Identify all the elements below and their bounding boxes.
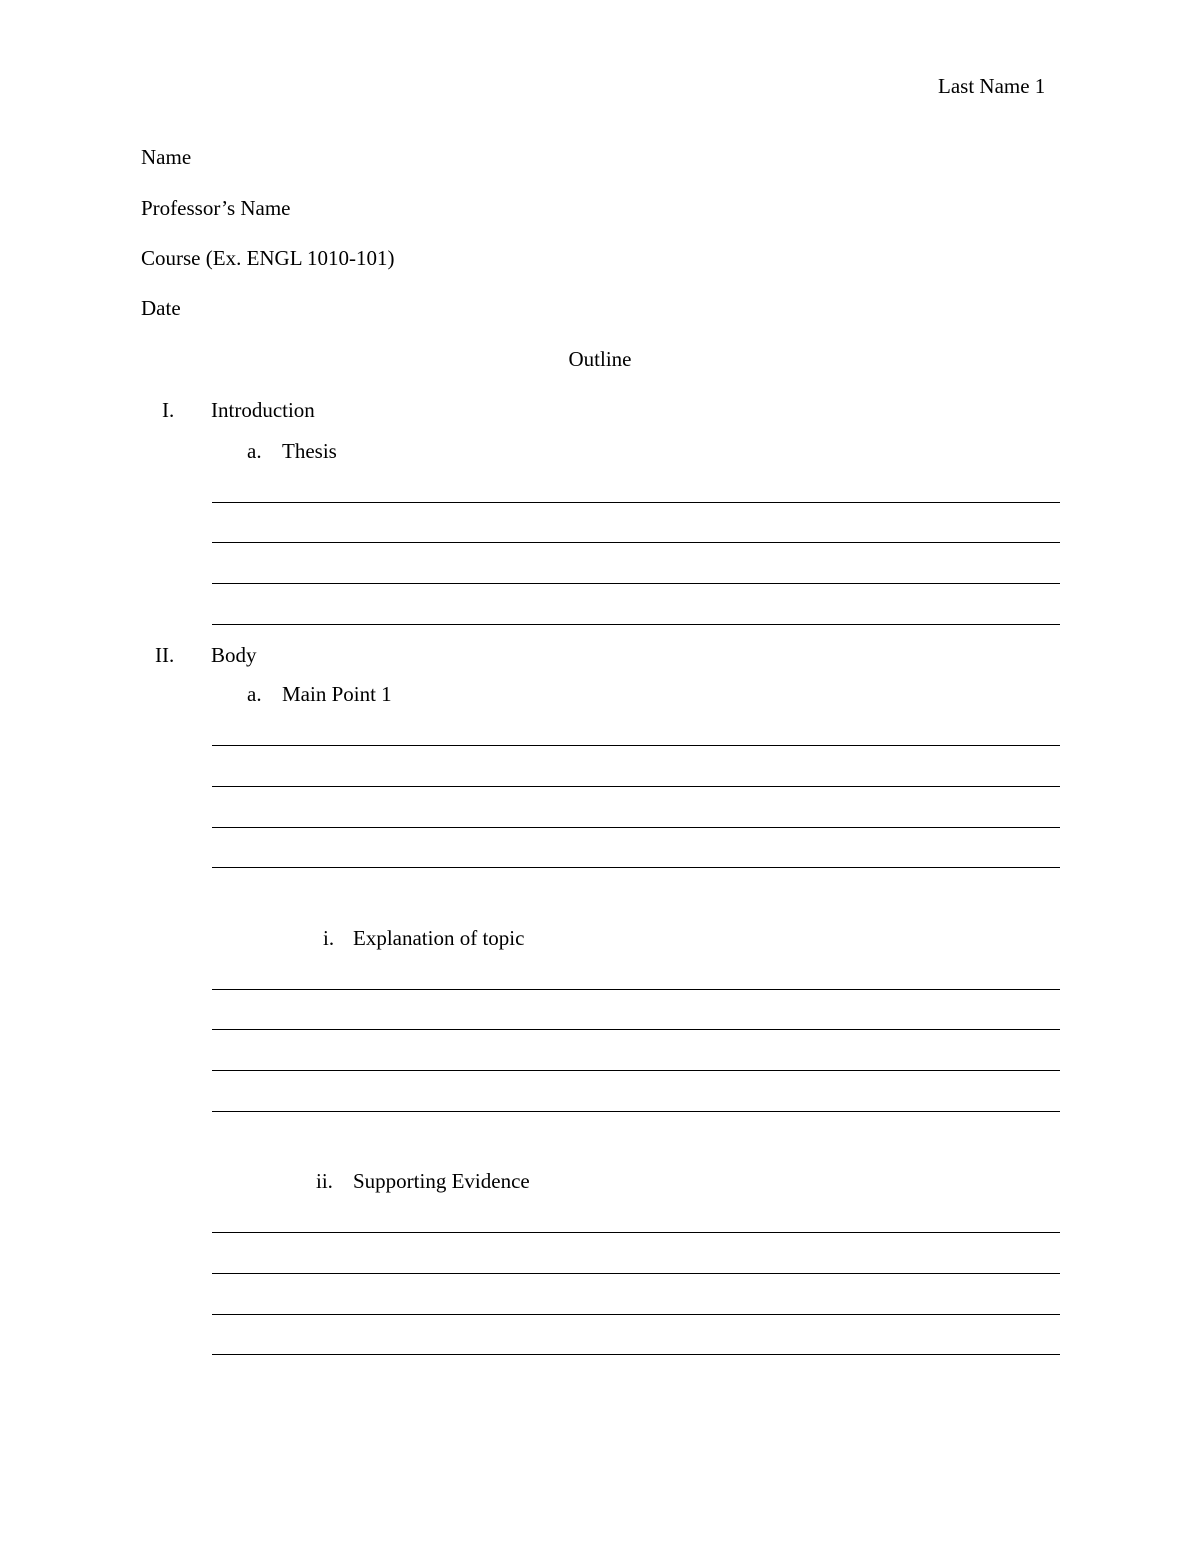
subpoint-i-label: Explanation of topic [353, 926, 525, 950]
section-2-numeral: II. [155, 643, 175, 667]
writing-line[interactable] [212, 989, 1060, 990]
page-title: Outline [568, 347, 632, 371]
writing-line[interactable] [212, 1232, 1060, 1233]
section-2-label: Body [211, 643, 257, 667]
writing-line[interactable] [212, 1314, 1060, 1315]
subpoint-ii-label: Supporting Evidence [353, 1169, 530, 1193]
writing-line[interactable] [212, 1070, 1060, 1071]
writing-line[interactable] [212, 867, 1060, 868]
subpoint-ii-marker: ii. [316, 1169, 333, 1193]
student-name: Name [141, 145, 192, 169]
subsection-2a-marker: a. [247, 682, 262, 706]
section-1-label: Introduction [211, 398, 315, 422]
subsection-1a-marker: a. [247, 439, 262, 463]
writing-line[interactable] [212, 827, 1060, 828]
writing-line[interactable] [212, 786, 1060, 787]
writing-line[interactable] [212, 542, 1060, 543]
writing-line[interactable] [212, 1029, 1060, 1030]
writing-line[interactable] [212, 583, 1060, 584]
subsection-1a-label: Thesis [282, 439, 337, 463]
writing-line[interactable] [212, 1273, 1060, 1274]
date: Date [141, 296, 181, 320]
writing-line[interactable] [212, 1111, 1060, 1112]
subsection-2a-label: Main Point 1 [282, 682, 392, 706]
course-name: Course (Ex. ENGL 1010-101) [141, 246, 395, 270]
writing-line[interactable] [212, 745, 1060, 746]
writing-line[interactable] [212, 1354, 1060, 1355]
section-1-numeral: I. [162, 398, 175, 422]
subpoint-i-marker: i. [323, 926, 335, 950]
running-head: Last Name 1 [938, 74, 1046, 98]
writing-line[interactable] [212, 624, 1060, 625]
writing-line[interactable] [212, 502, 1060, 503]
professor-name: Professor’s Name [141, 196, 291, 220]
